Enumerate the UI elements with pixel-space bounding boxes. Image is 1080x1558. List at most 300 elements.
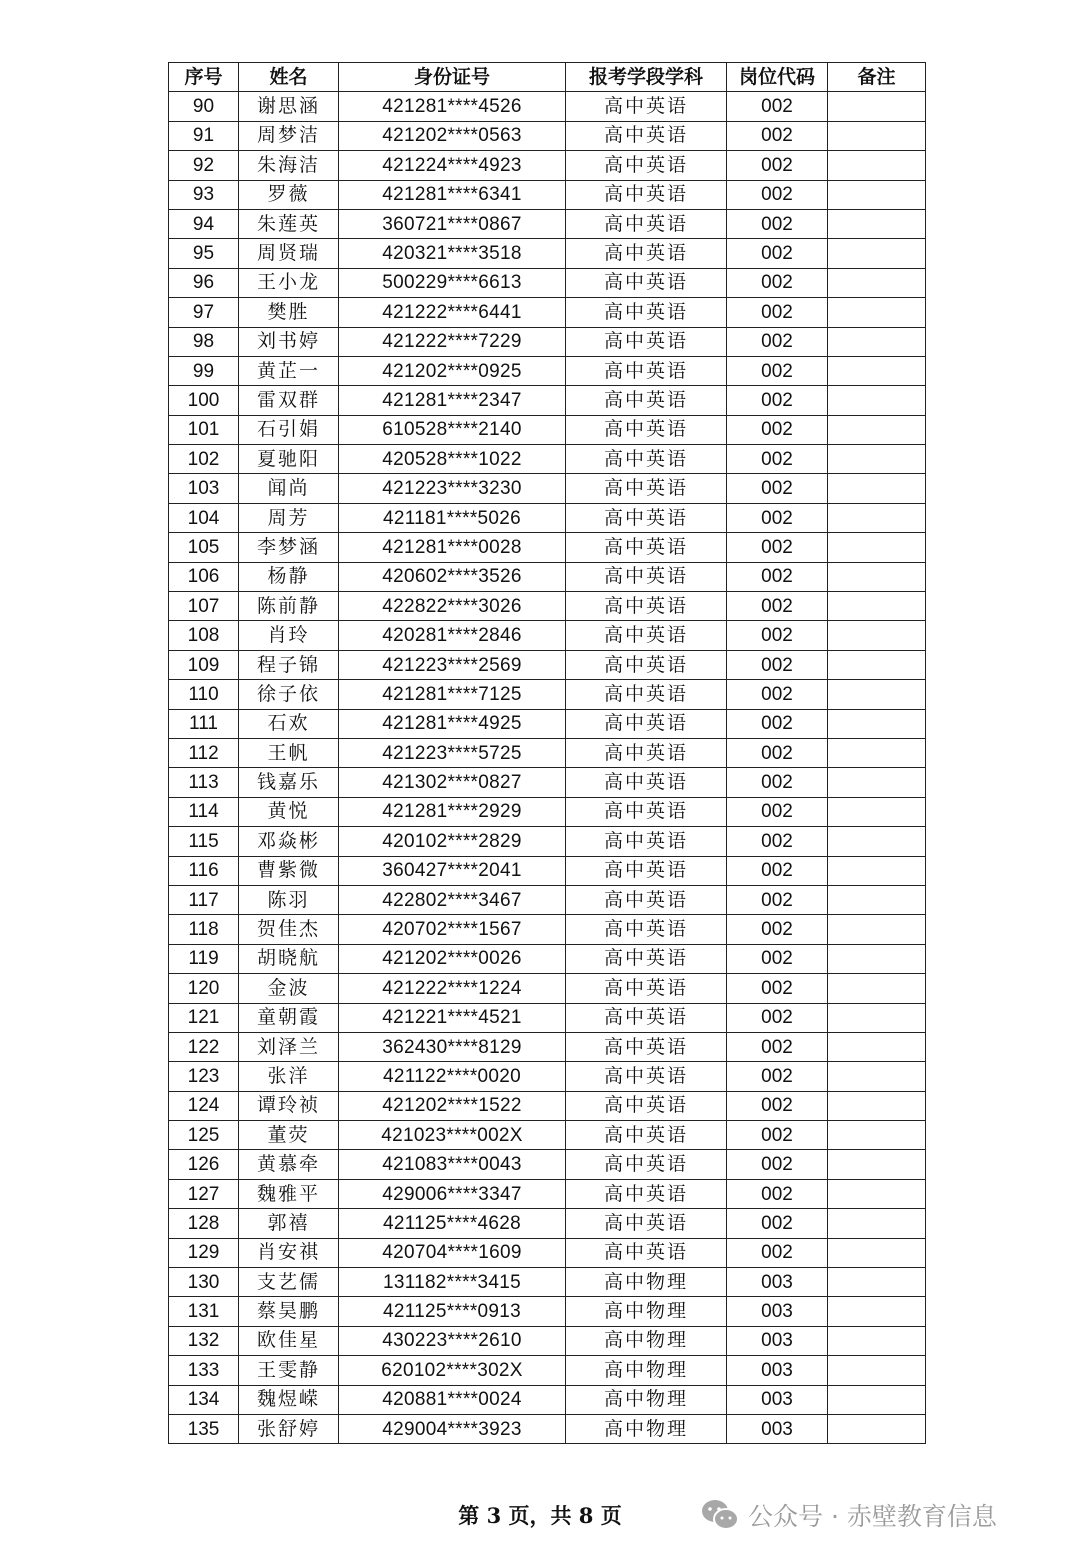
cell-seq: 120	[169, 974, 239, 1003]
cell-seq: 131	[169, 1297, 239, 1326]
cell-remarks	[828, 239, 926, 268]
cell-post-code: 003	[727, 1297, 828, 1326]
cell-id-number: 421281****2929	[339, 797, 566, 826]
cell-remarks	[828, 151, 926, 180]
cell-remarks	[828, 768, 926, 797]
cell-post-code: 002	[727, 180, 828, 209]
cell-subject: 高中英语	[566, 298, 727, 327]
cell-name: 欧佳星	[239, 1326, 339, 1355]
cell-post-code: 002	[727, 386, 828, 415]
cell-id-number: 421181****5026	[339, 503, 566, 532]
cell-id-number: 421223****5725	[339, 738, 566, 767]
table-row	[169, 209, 926, 238]
cell-subject: 高中物理	[566, 1385, 727, 1414]
table-body	[169, 92, 926, 1444]
cell-subject: 高中英语	[566, 1032, 727, 1061]
table-row	[169, 974, 926, 1003]
table-row	[169, 268, 926, 297]
cell-post-code: 002	[727, 1091, 828, 1120]
cell-name: 蔡昊鹏	[239, 1297, 339, 1326]
cell-name: 黄芷一	[239, 356, 339, 385]
cell-post-code: 002	[727, 503, 828, 532]
cell-post-code: 002	[727, 1003, 828, 1032]
cell-id-number: 421222****1224	[339, 974, 566, 1003]
cell-subject: 高中英语	[566, 474, 727, 503]
applicant-table	[168, 62, 926, 1444]
cell-name: 朱海洁	[239, 151, 339, 180]
cell-name: 魏煜嵘	[239, 1385, 339, 1414]
cell-seq: 132	[169, 1326, 239, 1355]
cell-name: 夏驰阳	[239, 445, 339, 474]
cell-subject: 高中英语	[566, 151, 727, 180]
cell-subject: 高中英语	[566, 1121, 727, 1150]
cell-subject: 高中英语	[566, 1150, 727, 1179]
cell-post-code: 002	[727, 268, 828, 297]
cell-post-code: 002	[727, 327, 828, 356]
table-row	[169, 827, 926, 856]
cell-id-number: 360427****2041	[339, 856, 566, 885]
cell-name: 支艺儒	[239, 1268, 339, 1297]
cell-remarks	[828, 298, 926, 327]
cell-subject: 高中英语	[566, 92, 727, 121]
table-row	[169, 650, 926, 679]
cell-remarks	[828, 797, 926, 826]
cell-seq: 95	[169, 239, 239, 268]
table-row	[169, 1414, 926, 1443]
cell-subject: 高中英语	[566, 209, 727, 238]
header-name: 姓名	[239, 63, 339, 92]
cell-remarks	[828, 1032, 926, 1061]
cell-seq: 101	[169, 415, 239, 444]
cell-remarks	[828, 356, 926, 385]
cell-subject: 高中英语	[566, 592, 727, 621]
cell-post-code: 003	[727, 1356, 828, 1385]
cell-remarks	[828, 650, 926, 679]
cell-remarks	[828, 1150, 926, 1179]
cell-name: 胡晓航	[239, 944, 339, 973]
cell-subject: 高中英语	[566, 356, 727, 385]
cell-subject: 高中英语	[566, 1003, 727, 1032]
table-row	[169, 944, 926, 973]
cell-seq: 119	[169, 944, 239, 973]
table-row	[169, 915, 926, 944]
cell-remarks	[828, 1268, 926, 1297]
cell-seq: 91	[169, 121, 239, 150]
cell-subject: 高中英语	[566, 680, 727, 709]
cell-id-number: 420528****1022	[339, 445, 566, 474]
table-row	[169, 239, 926, 268]
cell-remarks	[828, 1121, 926, 1150]
cell-seq: 104	[169, 503, 239, 532]
cell-id-number: 421281****4526	[339, 92, 566, 121]
cell-post-code: 002	[727, 151, 828, 180]
cell-seq: 117	[169, 885, 239, 914]
cell-remarks	[828, 1414, 926, 1443]
cell-name: 张洋	[239, 1062, 339, 1091]
cell-seq: 107	[169, 592, 239, 621]
cell-name: 李梦涵	[239, 533, 339, 562]
cell-id-number: 421281****2347	[339, 386, 566, 415]
cell-id-number: 421125****4628	[339, 1209, 566, 1238]
table-row	[169, 1268, 926, 1297]
cell-remarks	[828, 1062, 926, 1091]
table-row	[169, 680, 926, 709]
cell-name: 谢思涵	[239, 92, 339, 121]
table-row	[169, 768, 926, 797]
cell-id-number: 500229****6613	[339, 268, 566, 297]
table-row	[169, 415, 926, 444]
table-row	[169, 885, 926, 914]
cell-post-code: 002	[727, 356, 828, 385]
watermark	[700, 1497, 997, 1533]
cell-remarks	[828, 327, 926, 356]
cell-subject: 高中英语	[566, 650, 727, 679]
cell-post-code: 002	[727, 1121, 828, 1150]
table-row	[169, 621, 926, 650]
cell-post-code: 003	[727, 1385, 828, 1414]
cell-id-number: 421221****4521	[339, 1003, 566, 1032]
header-id-number: 身份证号	[339, 63, 566, 92]
cell-remarks	[828, 1091, 926, 1120]
watermark-text: 公众号 · 赤壁教育信息	[748, 1502, 997, 1531]
cell-remarks	[828, 1179, 926, 1208]
cell-post-code: 002	[727, 92, 828, 121]
cell-subject: 高中英语	[566, 885, 727, 914]
cell-remarks	[828, 709, 926, 738]
table-row	[169, 1209, 926, 1238]
cell-seq: 129	[169, 1238, 239, 1267]
cell-seq: 118	[169, 915, 239, 944]
cell-name: 程子锦	[239, 650, 339, 679]
cell-post-code: 002	[727, 944, 828, 973]
table-row	[169, 1297, 926, 1326]
cell-id-number: 421281****6341	[339, 180, 566, 209]
cell-post-code: 002	[727, 650, 828, 679]
cell-post-code: 002	[727, 1032, 828, 1061]
table-row	[169, 1385, 926, 1414]
cell-post-code: 002	[727, 298, 828, 327]
table-row	[169, 92, 926, 121]
header-row	[169, 63, 926, 92]
cell-seq: 126	[169, 1150, 239, 1179]
table-row	[169, 445, 926, 474]
cell-post-code: 002	[727, 768, 828, 797]
cell-seq: 123	[169, 1062, 239, 1091]
cell-id-number: 360721****0867	[339, 209, 566, 238]
cell-name: 闻尚	[239, 474, 339, 503]
cell-name: 朱莲英	[239, 209, 339, 238]
cell-seq: 92	[169, 151, 239, 180]
cell-name: 周芳	[239, 503, 339, 532]
cell-subject: 高中物理	[566, 1268, 727, 1297]
cell-seq: 105	[169, 533, 239, 562]
table-row	[169, 1003, 926, 1032]
cell-id-number: 422802****3467	[339, 885, 566, 914]
cell-remarks	[828, 827, 926, 856]
cell-subject: 高中英语	[566, 445, 727, 474]
cell-subject: 高中英语	[566, 827, 727, 856]
cell-seq: 122	[169, 1032, 239, 1061]
cell-id-number: 421202****0026	[339, 944, 566, 973]
cell-subject: 高中英语	[566, 974, 727, 1003]
page-footer: 第 3 页，共 8 页	[458, 1503, 622, 1528]
cell-remarks	[828, 885, 926, 914]
cell-name: 王小龙	[239, 268, 339, 297]
cell-id-number: 420102****2829	[339, 827, 566, 856]
cell-remarks	[828, 944, 926, 973]
table-row	[169, 1091, 926, 1120]
cell-post-code: 002	[727, 1209, 828, 1238]
cell-remarks	[828, 445, 926, 474]
cell-id-number: 420602****3526	[339, 562, 566, 591]
cell-name: 郭禧	[239, 1209, 339, 1238]
cell-subject: 高中英语	[566, 1091, 727, 1120]
cell-id-number: 429004****3923	[339, 1414, 566, 1443]
cell-seq: 114	[169, 797, 239, 826]
cell-remarks	[828, 180, 926, 209]
cell-id-number: 420704****1609	[339, 1238, 566, 1267]
cell-remarks	[828, 121, 926, 150]
cell-seq: 110	[169, 680, 239, 709]
cell-remarks	[828, 209, 926, 238]
cell-seq: 116	[169, 856, 239, 885]
cell-post-code: 002	[727, 797, 828, 826]
cell-subject: 高中英语	[566, 1179, 727, 1208]
cell-post-code: 002	[727, 709, 828, 738]
cell-post-code: 002	[727, 239, 828, 268]
cell-id-number: 620102****302X	[339, 1356, 566, 1385]
cell-name: 王帆	[239, 738, 339, 767]
cell-id-number: 421223****2569	[339, 650, 566, 679]
wechat-icon	[700, 1498, 740, 1532]
table-row	[169, 356, 926, 385]
cell-subject: 高中英语	[566, 797, 727, 826]
cell-id-number: 421222****7229	[339, 327, 566, 356]
cell-post-code: 003	[727, 1268, 828, 1297]
cell-id-number: 422822****3026	[339, 592, 566, 621]
table-row	[169, 1032, 926, 1061]
cell-subject: 高中英语	[566, 709, 727, 738]
cell-name: 雷双群	[239, 386, 339, 415]
cell-post-code: 002	[727, 474, 828, 503]
cell-subject: 高中英语	[566, 503, 727, 532]
cell-remarks	[828, 1238, 926, 1267]
table-row	[169, 386, 926, 415]
cell-name: 邓焱彬	[239, 827, 339, 856]
cell-name: 石引娟	[239, 415, 339, 444]
cell-name: 王雯静	[239, 1356, 339, 1385]
cell-seq: 99	[169, 356, 239, 385]
cell-name: 曹紫微	[239, 856, 339, 885]
table-row	[169, 533, 926, 562]
cell-post-code: 002	[727, 915, 828, 944]
cell-seq: 130	[169, 1268, 239, 1297]
cell-name: 金波	[239, 974, 339, 1003]
cell-subject: 高中英语	[566, 268, 727, 297]
cell-remarks	[828, 1003, 926, 1032]
table-row	[169, 503, 926, 532]
cell-remarks	[828, 621, 926, 650]
cell-name: 钱嘉乐	[239, 768, 339, 797]
cell-seq: 109	[169, 650, 239, 679]
cell-post-code: 002	[727, 415, 828, 444]
cell-post-code: 002	[727, 1150, 828, 1179]
cell-post-code: 002	[727, 121, 828, 150]
table-row	[169, 562, 926, 591]
cell-remarks	[828, 915, 926, 944]
cell-seq: 97	[169, 298, 239, 327]
cell-name: 黄慕牵	[239, 1150, 339, 1179]
cell-id-number: 421202****1522	[339, 1091, 566, 1120]
cell-id-number: 420881****0024	[339, 1385, 566, 1414]
cell-subject: 高中英语	[566, 915, 727, 944]
cell-remarks	[828, 386, 926, 415]
cell-id-number: 421202****0563	[339, 121, 566, 150]
cell-id-number: 421281****7125	[339, 680, 566, 709]
cell-id-number: 421023****002X	[339, 1121, 566, 1150]
cell-remarks	[828, 738, 926, 767]
header-subject: 报考学段学科	[566, 63, 727, 92]
cell-post-code: 002	[727, 1179, 828, 1208]
cell-seq: 124	[169, 1091, 239, 1120]
cell-id-number: 421224****4923	[339, 151, 566, 180]
cell-id-number: 421122****0020	[339, 1062, 566, 1091]
cell-subject: 高中英语	[566, 738, 727, 767]
cell-remarks	[828, 856, 926, 885]
cell-name: 石欢	[239, 709, 339, 738]
cell-subject: 高中英语	[566, 562, 727, 591]
table-row	[169, 180, 926, 209]
cell-seq: 125	[169, 1121, 239, 1150]
cell-subject: 高中物理	[566, 1297, 727, 1326]
table-row	[169, 121, 926, 150]
cell-remarks	[828, 974, 926, 1003]
table-row	[169, 797, 926, 826]
cell-seq: 96	[169, 268, 239, 297]
cell-post-code: 002	[727, 974, 828, 1003]
cell-subject: 高中英语	[566, 533, 727, 562]
cell-id-number: 420702****1567	[339, 915, 566, 944]
cell-subject: 高中英语	[566, 386, 727, 415]
table-row	[169, 1238, 926, 1267]
cell-id-number: 420281****2846	[339, 621, 566, 650]
table-row	[169, 856, 926, 885]
table-row	[169, 1326, 926, 1355]
cell-subject: 高中英语	[566, 944, 727, 973]
cell-name: 魏雅平	[239, 1179, 339, 1208]
cell-subject: 高中英语	[566, 327, 727, 356]
cell-seq: 135	[169, 1414, 239, 1443]
cell-name: 刘书婷	[239, 327, 339, 356]
cell-remarks	[828, 503, 926, 532]
cell-name: 童朝霞	[239, 1003, 339, 1032]
cell-post-code: 002	[727, 592, 828, 621]
cell-seq: 102	[169, 445, 239, 474]
cell-name: 樊胜	[239, 298, 339, 327]
cell-subject: 高中物理	[566, 1326, 727, 1355]
cell-subject: 高中物理	[566, 1414, 727, 1443]
cell-id-number: 421302****0827	[339, 768, 566, 797]
cell-post-code: 002	[727, 680, 828, 709]
cell-seq: 108	[169, 621, 239, 650]
cell-id-number: 421202****0925	[339, 356, 566, 385]
cell-name: 周贤瑞	[239, 239, 339, 268]
cell-seq: 111	[169, 709, 239, 738]
table-row	[169, 592, 926, 621]
table-row	[169, 1062, 926, 1091]
table-row	[169, 298, 926, 327]
cell-name: 肖安祺	[239, 1238, 339, 1267]
cell-seq: 98	[169, 327, 239, 356]
cell-name: 陈羽	[239, 885, 339, 914]
cell-seq: 106	[169, 562, 239, 591]
cell-id-number: 420321****3518	[339, 239, 566, 268]
cell-name: 肖玲	[239, 621, 339, 650]
table-row	[169, 151, 926, 180]
table-row	[169, 738, 926, 767]
cell-seq: 90	[169, 92, 239, 121]
cell-remarks	[828, 415, 926, 444]
cell-seq: 93	[169, 180, 239, 209]
cell-seq: 112	[169, 738, 239, 767]
cell-remarks	[828, 1385, 926, 1414]
cell-subject: 高中物理	[566, 1356, 727, 1385]
cell-post-code: 002	[727, 533, 828, 562]
cell-post-code: 002	[727, 445, 828, 474]
header-seq: 序号	[169, 63, 239, 92]
cell-subject: 高中英语	[566, 856, 727, 885]
cell-remarks	[828, 592, 926, 621]
cell-id-number: 430223****2610	[339, 1326, 566, 1355]
cell-subject: 高中英语	[566, 621, 727, 650]
cell-id-number: 421281****4925	[339, 709, 566, 738]
cell-seq: 121	[169, 1003, 239, 1032]
cell-id-number: 429006****3347	[339, 1179, 566, 1208]
cell-remarks	[828, 533, 926, 562]
cell-id-number: 421125****0913	[339, 1297, 566, 1326]
cell-seq: 128	[169, 1209, 239, 1238]
cell-remarks	[828, 680, 926, 709]
cell-id-number: 421222****6441	[339, 298, 566, 327]
cell-name: 杨静	[239, 562, 339, 591]
cell-id-number: 131182****3415	[339, 1268, 566, 1297]
table-row	[169, 327, 926, 356]
cell-remarks	[828, 562, 926, 591]
cell-name: 张舒婷	[239, 1414, 339, 1443]
cell-seq: 133	[169, 1356, 239, 1385]
cell-post-code: 002	[727, 562, 828, 591]
header-remarks: 备注	[828, 63, 926, 92]
table-row	[169, 1356, 926, 1385]
cell-post-code: 002	[727, 209, 828, 238]
cell-post-code: 002	[727, 827, 828, 856]
cell-subject: 高中英语	[566, 180, 727, 209]
cell-subject: 高中英语	[566, 1209, 727, 1238]
cell-id-number: 421083****0043	[339, 1150, 566, 1179]
cell-id-number: 362430****8129	[339, 1032, 566, 1061]
cell-name: 罗薇	[239, 180, 339, 209]
cell-remarks	[828, 1209, 926, 1238]
cell-post-code: 002	[727, 856, 828, 885]
cell-subject: 高中英语	[566, 415, 727, 444]
cell-post-code: 002	[727, 885, 828, 914]
cell-remarks	[828, 1356, 926, 1385]
cell-seq: 103	[169, 474, 239, 503]
cell-subject: 高中英语	[566, 768, 727, 797]
table-row	[169, 709, 926, 738]
cell-id-number: 421281****0028	[339, 533, 566, 562]
table-row	[169, 1121, 926, 1150]
